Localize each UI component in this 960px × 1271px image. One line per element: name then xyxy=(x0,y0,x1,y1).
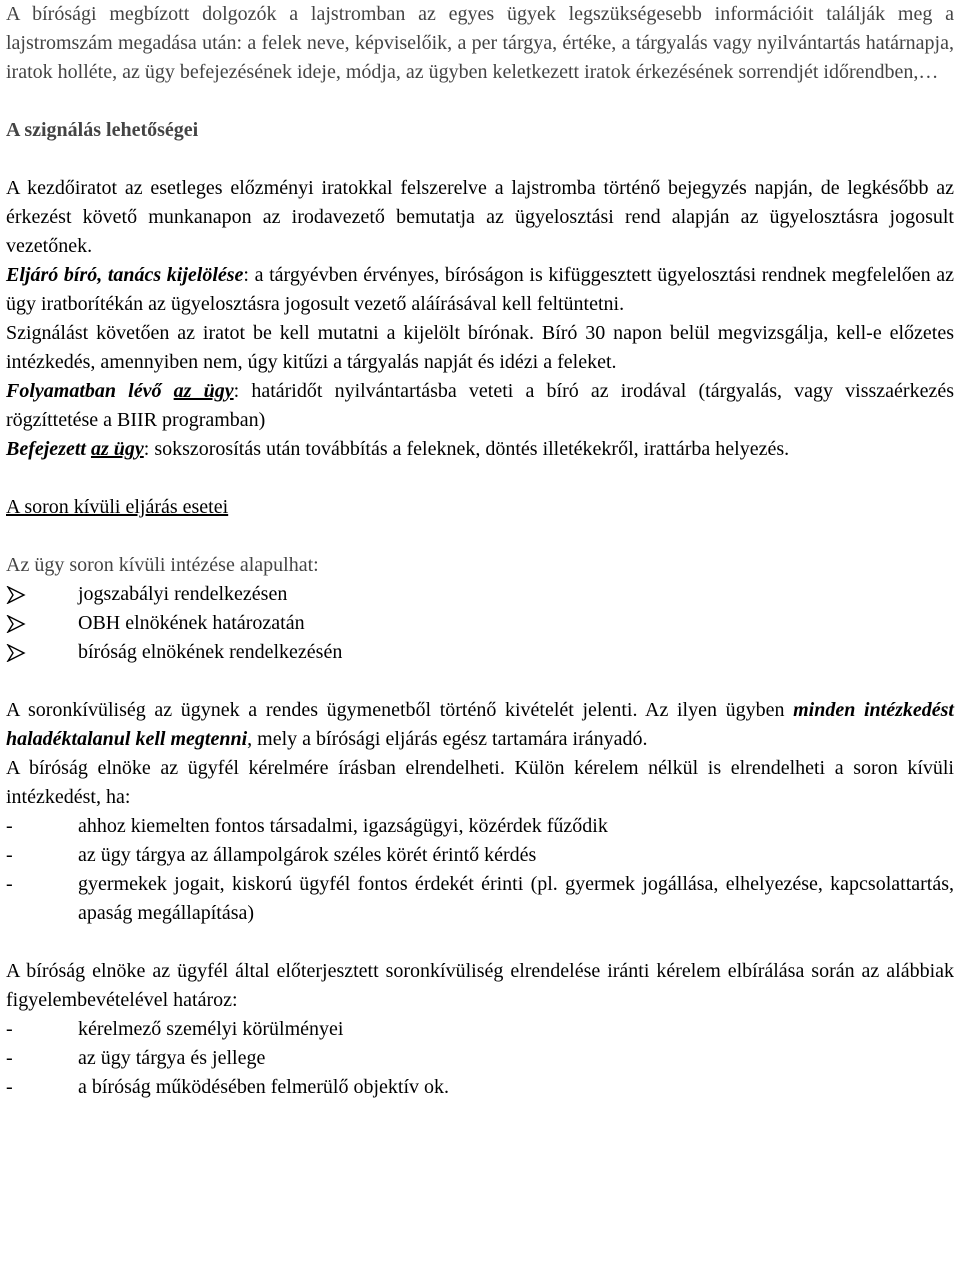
dash-marker: - xyxy=(6,815,13,837)
arrow-bullet-list xyxy=(6,580,954,667)
list-item xyxy=(6,638,954,667)
arrow-bullet-icon xyxy=(6,644,26,662)
list-item xyxy=(6,812,954,841)
dash-marker: - xyxy=(6,1076,13,1098)
term-in-progress-a: Folyamatban lévő xyxy=(6,380,162,402)
text-in-progress: : határidőt nyilvántartásba veteti a bíró az irodával (tárgyalás, vagy visszaérkezés rögzíttetése a BIIR programban) xyxy=(6,380,955,431)
list-item-label: OBH elnökének határozatán xyxy=(78,612,305,634)
paragraph-judge-assignment xyxy=(6,261,954,319)
paragraph-request-evaluation: A bíróság elnöke az ügyfél által előterjesztett soronkívüliség elrendelése iránti kérelem elbírálása során az alábbiak figyelembevételével határoz: xyxy=(6,960,954,1011)
arrow-bullet-icon xyxy=(6,586,26,604)
intro-paragraph: A bírósági megbízott dolgozók a lajstromban az egyes ügyek legszükségesebb információit találják meg a lajstromszám megadása után: a felek neve, képviselőik, a per tárgya, értéke, a tárgyalás vagy nyilvántartás határnapja, iratok holléte, az ügy befejezésének ideje, módja, az ügyben keletkezett iratok érkezésének sorrendjét időrendben,… xyxy=(6,3,954,83)
list-item xyxy=(6,1044,954,1073)
paragraph-president-order: A bíróság elnöke az ügyfél kérelmére írásban elrendelheti. Külön kérelem nélkül is elrendelheti a soron kívüli intézkedést, ha: xyxy=(6,757,954,808)
paragraph-after-signing: Szignálást követően az iratot be kell mutatni a kijelölt bírónak. Bíró 30 napon belül megvizsgálja, kell-e előzetes intézkedés, amennyiben nem, úgy kitűzi a tárgyalás napját és idézi a feleket. xyxy=(6,322,954,373)
paragraph-initial-document: A kezdőiratot az esetleges előzményi iratokkal felszerelve a lajstromba történő bejegyzés napján, de legkésőbb az érkezést követő munkanapon az irodavezető bemutatja az ügyelosztási rend alapján az ügyelosztásra jogosult vezetőnek. xyxy=(6,177,954,257)
paragraph-out-of-turn-lead: Az ügy soron kívüli intézése alapulhat: xyxy=(6,554,319,576)
arrow-bullet-icon xyxy=(6,615,26,633)
dash-list-conditions xyxy=(6,812,954,928)
document-page xyxy=(6,0,954,1102)
list-item xyxy=(6,870,954,928)
section-heading-signing: A szignálás lehetőségei xyxy=(6,119,199,141)
text-completed: : sokszorosítás után továbbítás a feleknek, döntés illetékekről, irattárba helyezés. xyxy=(143,438,790,460)
list-item-label: ahhoz kiemelten fontos társadalmi, igazságügyi, közérdek fűződik xyxy=(78,815,608,837)
section-heading-out-of-turn: A soron kívüli eljárás esetei xyxy=(6,496,229,518)
text-judge-assignment: : a tárgyévben érvényes, bíróságon is kifüggesztett ügyelosztási rendnek megfelelően az ügy iratborítékán az ügyelosztásra jogosult vezető aláírásával kell feltüntetni. xyxy=(6,264,954,315)
list-item xyxy=(6,609,954,638)
term-in-progress-b: az ügy xyxy=(173,380,234,402)
list-item-label: jogszabályi rendelkezésen xyxy=(78,583,288,605)
term-judge-assignment: Eljáró bíró, tanács kijelölése xyxy=(6,264,244,286)
list-item xyxy=(6,1015,954,1044)
dash-marker: - xyxy=(6,873,13,895)
list-item-label: a bíróság működésében felmerülő objektív ok. xyxy=(78,1076,450,1098)
list-item xyxy=(6,841,954,870)
list-item-label: kérelmező személyi körülményei xyxy=(78,1018,344,1040)
term-completed-a: Befejezett xyxy=(6,438,86,460)
list-item xyxy=(6,1073,954,1102)
paragraph-completed xyxy=(6,435,954,464)
list-item-label: az ügy tárgya az állampolgárok széles körét érintő kérdés xyxy=(78,844,537,866)
dash-list-factors xyxy=(6,1015,954,1102)
dash-marker: - xyxy=(6,1047,13,1069)
paragraph-out-of-turn-meaning xyxy=(6,696,954,754)
text-out-of-turn-a: A soronkívüliség az ügynek a rendes ügymenetből történő kivételét jelenti. Az ilyen ügyben xyxy=(6,699,794,721)
dash-marker: - xyxy=(6,1018,13,1040)
list-item-label: az ügy tárgya és jellege xyxy=(78,1047,266,1069)
list-item-label: gyermekek jogait, kiskorú ügyfél fontos érdekét érinti (pl. gyermek jogállása, elhelyezése, kapcsolattartás, apaság megállapítása) xyxy=(78,873,954,924)
list-item xyxy=(6,580,954,609)
text-out-of-turn-b: , mely a bírósági eljárás egész tartamára irányadó. xyxy=(247,728,648,750)
paragraph-in-progress xyxy=(6,377,954,435)
term-completed-b: az ügy xyxy=(90,438,144,460)
dash-marker: - xyxy=(6,844,13,866)
list-item-label: bíróság elnökének rendelkezésén xyxy=(78,641,343,663)
emphasis-immediate-action: minden intézkedést haladéktalanul kell megtenni xyxy=(6,699,954,750)
